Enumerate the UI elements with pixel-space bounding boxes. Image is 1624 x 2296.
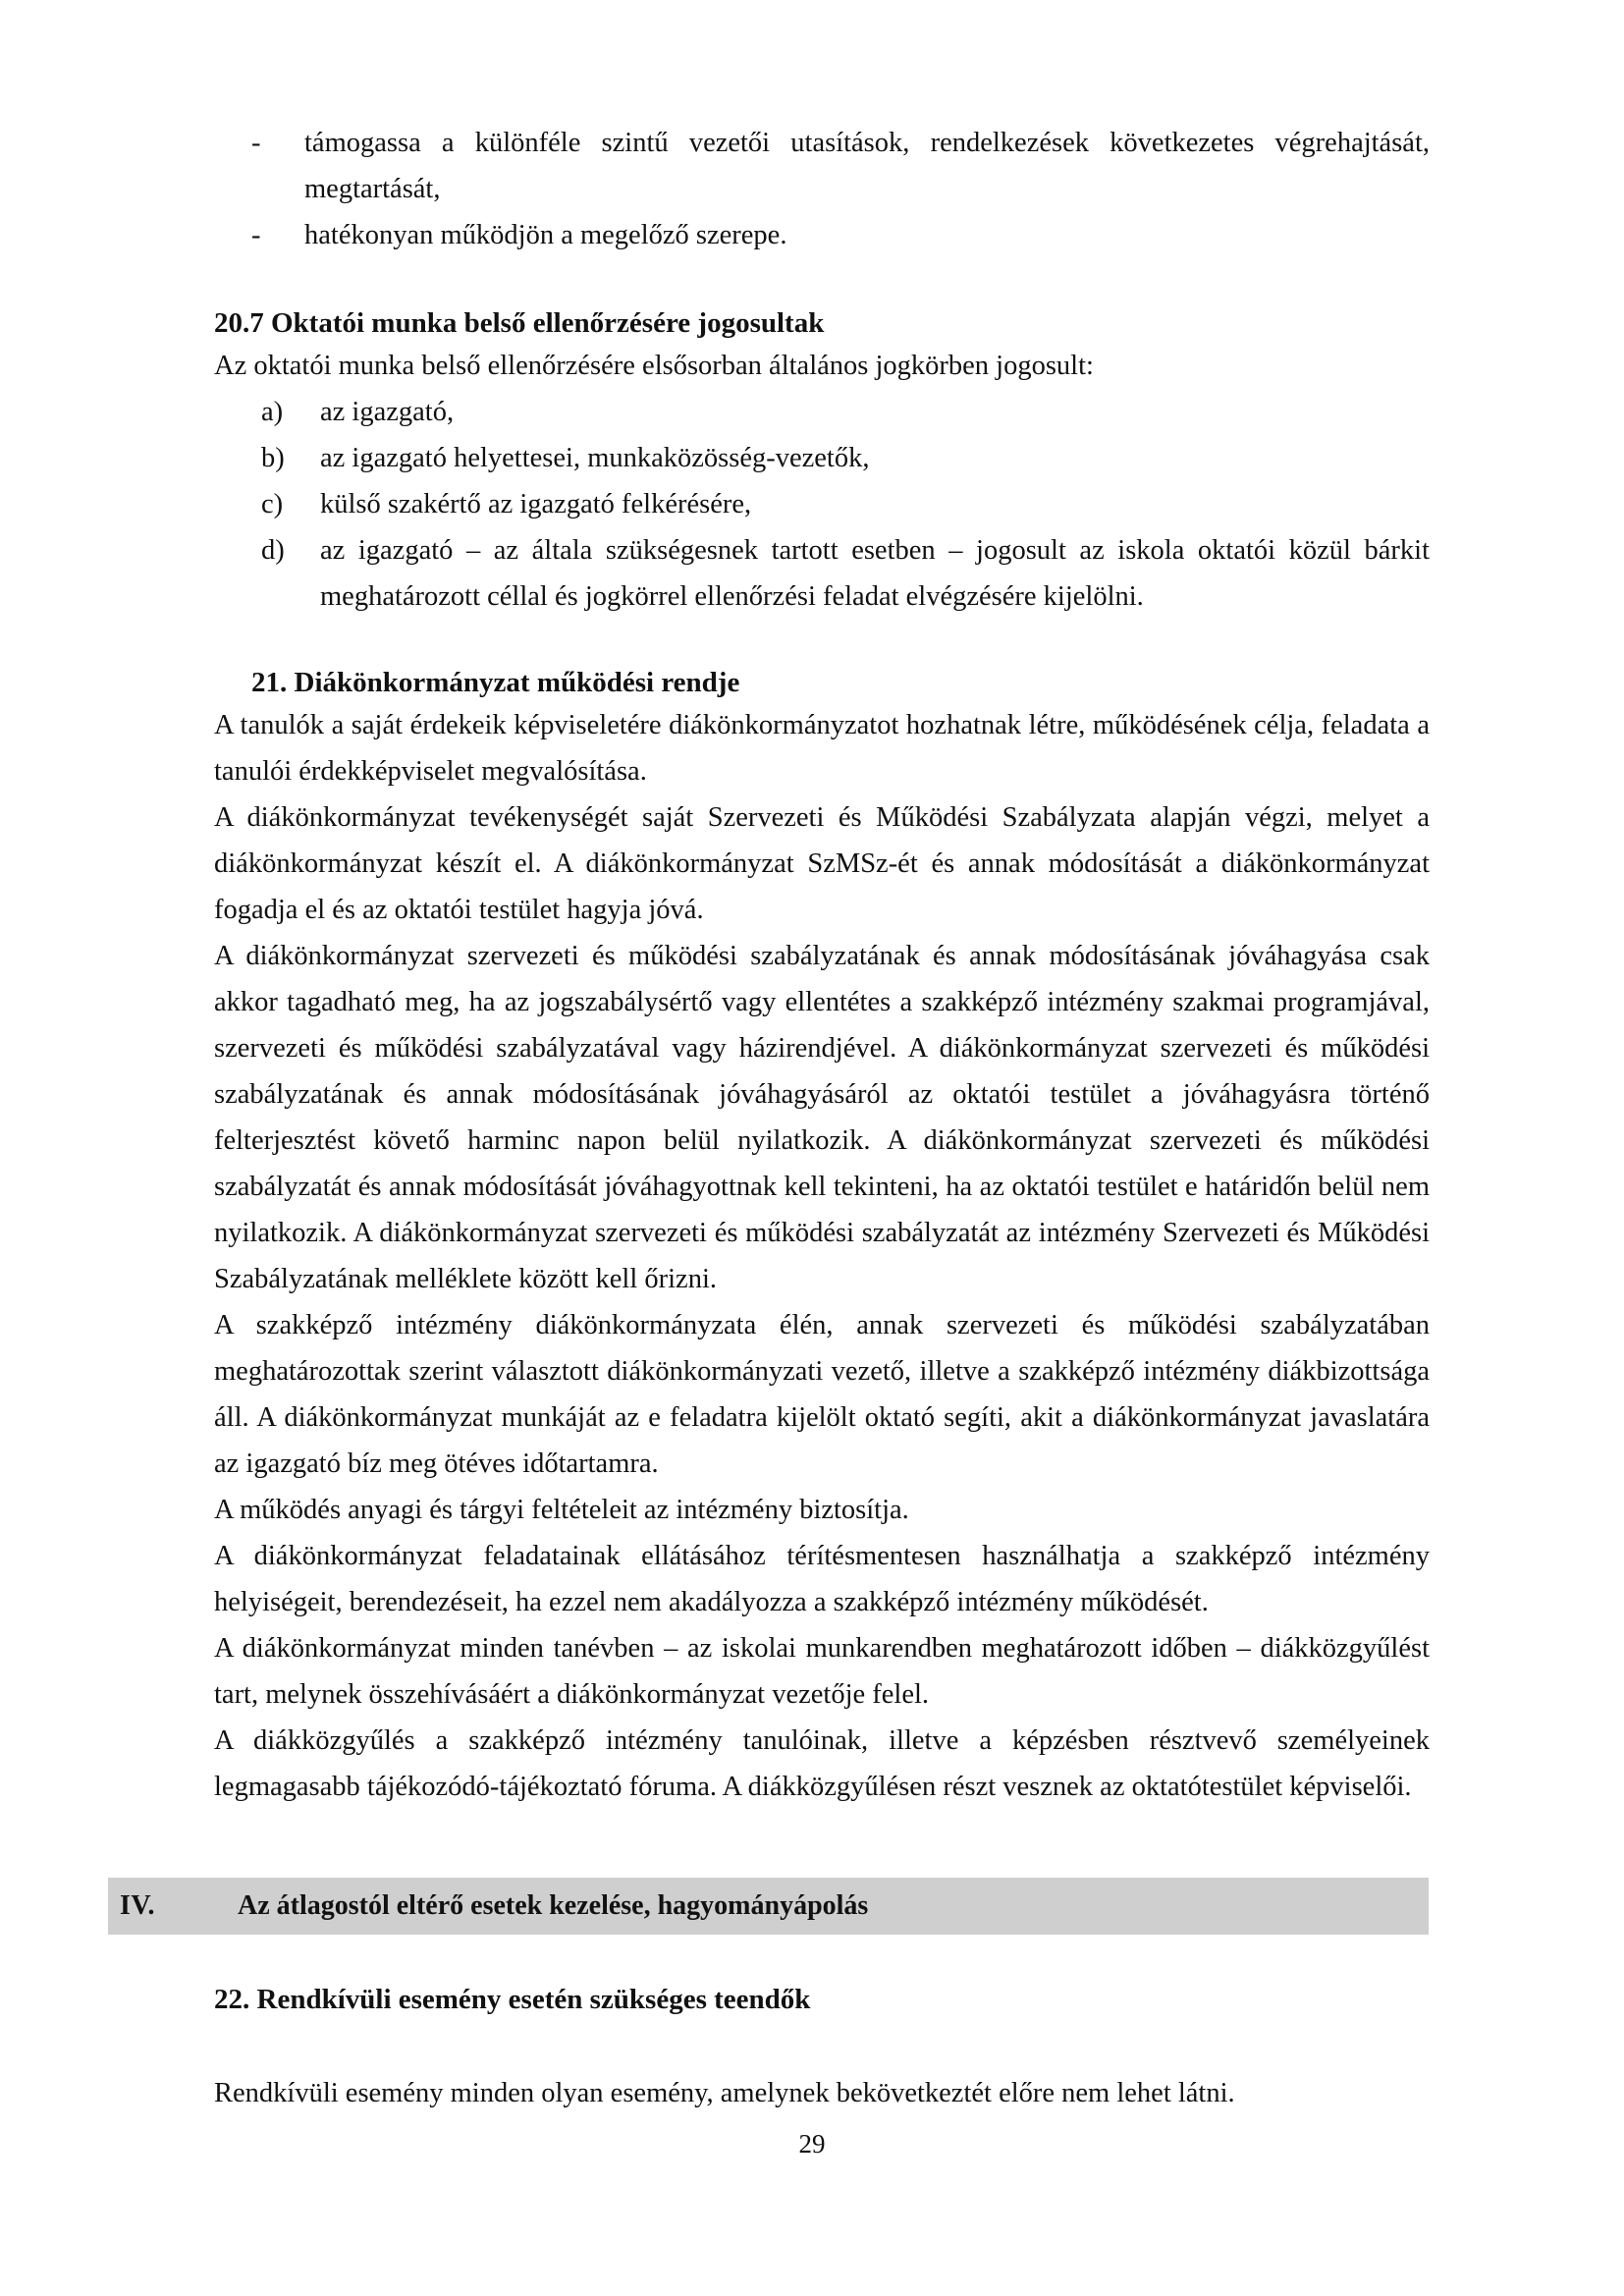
list-item [214,389,1430,435]
section-20-7-lead: Az oktatói munka belső ellenőrzésére elsősorban általános jogkörben jogosult: [214,351,1094,381]
dash-bullet-list [214,120,1430,258]
letter-marker: b) [261,443,285,473]
paragraph: A diákönkormányzat szervezeti és működési szabályzatának és annak módosításának jóváhagyása csak akkor tagadható meg, ha az jogszabálysértő vagy ellentétes a szakképző intézmény szakmai programjával, szervezeti és működési szabályzatával vagy házirendjével. A diákönkormányzat szervezeti és működési szabályzatának és annak módosításának jóváhagyásáról az oktatói testület a jóváhagyásra történő felterjesztést követő harminc napon belül nyilatkozik. A diákönkormányzat szervezeti és működési szabályzatát és annak módosítását jóváhagyottnak kell tekinteni, ha az oktatói testület e határidőn belül nem nyilatkozik. A diákönkormányzat szervezeti és működési szabályzatát az intézmény Szervezeti és Működési Szabályzatának melléklete között kell őrizni. [214,941,1430,1294]
list-item [214,481,1430,527]
list-item-text: külső szakértő az igazgató felkérésére, [320,489,752,519]
paragraph: A diákönkormányzat feladatainak ellátásához térítésmentesen használhatja a szakképző intézmény helyiségeit, berendezéseit, ha ezzel nem akadályozza a szakképző intézmény működését. [214,1541,1430,1617]
list-item-text: az igazgató, [320,397,455,427]
dash-marker: - [251,128,261,158]
paragraph: A diákközgyűlés a szakképző intézmény tanulóinak, illetve a képzésben résztvevő személyeinek legmagasabb tájékozódó-tájékoztató fóruma. A diákközgyűlésen részt vesznek az oktatótestület képviselői. [214,1725,1430,1802]
letter-marker: c) [261,489,284,519]
list-item-text: támogassa a különféle szintű vezetői utasítások, rendelkezések következetes végrehajtását, megtartását, [304,128,1430,204]
banner-title: Az átlagostól eltérő esetek kezelése, hagyományápolás [238,1890,869,1921]
dash-marker: - [251,220,261,250]
lower-section [214,1980,1430,2116]
paragraph: A tanulók a saját érdekeik képviseletére diákönkormányzatot hozhatnak létre, működésének célja, feladata a tanulói érdekképviselet megvalósítása. [214,710,1430,787]
banner-roman-numeral: IV. [120,1890,156,1921]
lettered-list [214,389,1430,620]
section-heading-22: 22. Rendkívüli esemény esetén szükséges teendők [214,1984,811,2015]
list-item [214,120,1430,212]
letter-marker: d) [261,535,285,566]
list-item-text: hatékonyan működjön a megelőző szerepe. [304,220,787,250]
section-heading-21: 21. Diákönkormányzat működési rendje [251,667,740,698]
section-heading-20-7: 20.7 Oktatói munka belső ellenőrzésére jogosultak [214,307,825,339]
list-item [214,212,1430,258]
paragraph: A működés anyagi és tárgyi feltételeit az intézmény biztosítja. [214,1495,909,1525]
paragraph: Rendkívüli esemény minden olyan esemény, amelynek bekövetkeztét előre nem lehet látni. [214,2078,1235,2108]
list-item [214,527,1430,620]
list-item [214,435,1430,481]
paragraph: A diákönkormányzat minden tanévben – az iskolai munkarendben meghatározott időben – diákközgyűlést tart, melynek összehívásáért a diákönkormányzat vezetője felel. [214,1633,1430,1710]
letter-marker: a) [261,397,284,427]
list-item-text: az igazgató – az általa szükségesnek tartott esetben – jogosult az iskola oktatói közül bárkit meghatározott céllal és jogkörrel ellenőrzési feladat elvégzésére kijelölni. [320,535,1430,612]
list-item-text: az igazgató helyettesei, munkaközösség-vezetők, [320,443,870,473]
section-banner [108,1878,1429,1935]
page-content [214,120,1430,1810]
paragraph: A szakképző intézmény diákönkormányzata élén, annak szervezeti és működési szabályzatában meghatározottak szerint választott diákönkormányzati vezető, illetve a szakképző intézmény diákbizottsága áll. A diákönkormányzat munkáját az e feladatra kijelölt oktató segíti, akit a diákönkormányzat javaslatára az igazgató bíz meg ötéves időtartamra. [214,1310,1430,1479]
paragraph: A diákönkormányzat tevékenységét saját Szervezeti és Működési Szabályzata alapján végzi, melyet a diákönkormányzat készít el. A diákönkormányzat SzMSz-ét és annak módosítását a diákönkormányzat fogadja el és az oktatói testület hagyja jóvá. [214,802,1430,925]
page-number: 29 [798,2129,826,2159]
